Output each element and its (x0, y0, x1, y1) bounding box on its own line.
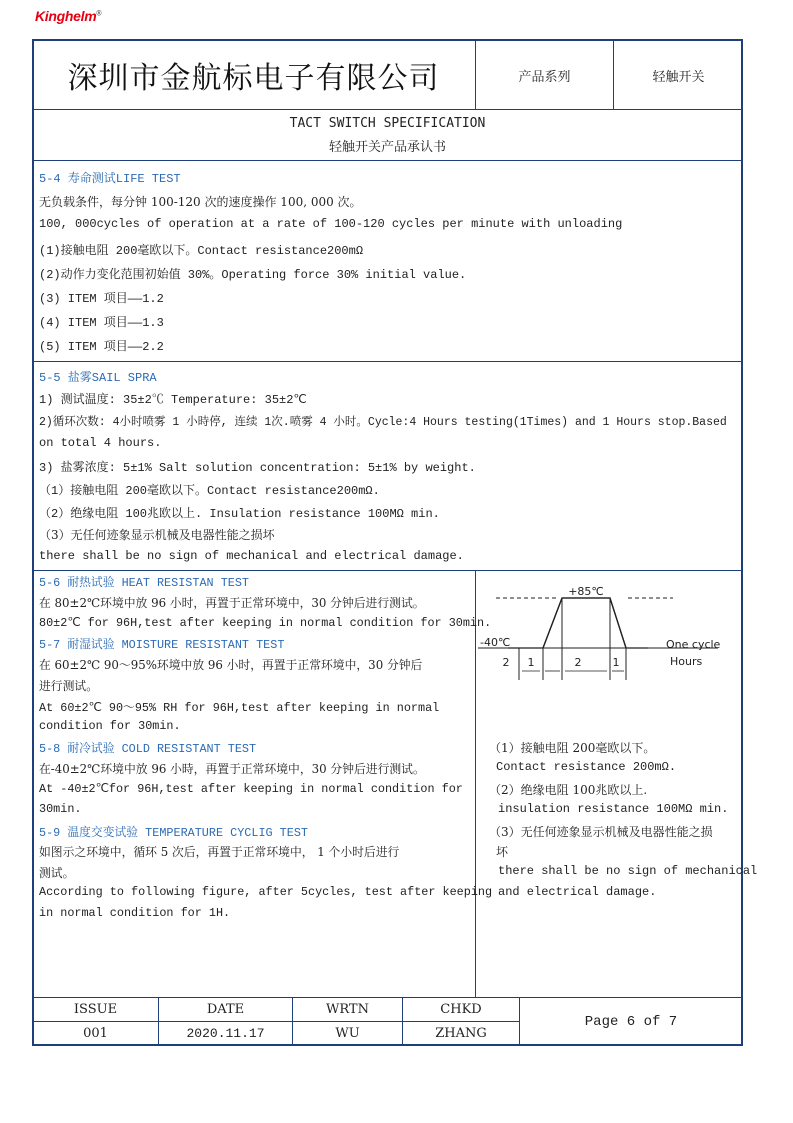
segment-label: 2 (502, 656, 510, 669)
footer-value-chkd: ZHANG (435, 1026, 487, 1041)
section-heading: 5-8 耐冷试验 COLD RESISTANT TEST (39, 742, 257, 757)
temperature-cycle-diagram (478, 578, 740, 693)
text-line: 100, 000cycles of operation at a rate of 100-120 cycles per minute with unloading (39, 217, 623, 231)
spec-title-en: TACT SWITCH SPECIFICATION (289, 116, 486, 131)
section-heading: 5-4 寿命测试LIFE TEST (39, 172, 181, 186)
text-line: 30min. (39, 801, 82, 816)
text-line: 1) 测试温度: 35±2℃ Temperature: 35±2℃ (39, 393, 307, 407)
section-rule (33, 570, 742, 571)
footer-value-date: 2020.11.17 (186, 1026, 265, 1041)
section-heading: 5-5 盐雾SAIL SPRA (39, 371, 157, 385)
text-line: 无负载条件，每分钟 100-120 次的速度操作 100, 000 次。 (39, 195, 362, 209)
segment-label: 2 (574, 656, 582, 669)
segment-label: 1 (612, 656, 620, 669)
text-line: on total 4 hours. (39, 436, 162, 450)
text-line: 如图示之环境中，循环 5 次后，再置于正常环境中， 1 个小时后进行 (39, 845, 400, 860)
text-line: According to following figure, after 5cycles, test after keeping (39, 885, 493, 899)
text-line: Contact resistance 200mΩ. (496, 760, 677, 774)
text-line: insulation resistance 100MΩ min. (498, 802, 729, 816)
high-temp-label: +85℃ (568, 585, 604, 598)
section-heading: 5-7 耐湿试验 MOISTURE RESISTANT TEST (39, 638, 285, 653)
segment-label: 1 (527, 656, 535, 669)
text-line: (3) ITEM 项目——1.2 (39, 292, 164, 306)
footer-header-wrtn: WRTN (326, 1002, 369, 1017)
text-line: there shall be no sign of mechanical (498, 864, 758, 878)
spec-title-cn: 轻触开关产品承认书 (328, 140, 446, 155)
low-temp-label: -40℃ (480, 636, 511, 649)
brand-name: Kinghelm (35, 8, 97, 24)
text-line: (4) ITEM 项目——1.3 (39, 316, 164, 330)
column-divider (475, 570, 476, 997)
footer-header-chkd: CHKD (440, 1002, 482, 1017)
text-line: （3）无任何迹象显示机械及电器性能之损坏 (39, 528, 275, 542)
footer-value-wrtn: WU (335, 1026, 360, 1041)
text-line: 测试。 (39, 866, 75, 881)
text-line: At 60±2℃ 90～95% RH for 96H,test after keeping in normal (39, 700, 440, 715)
page-number: Page 6 of 7 (584, 1013, 678, 1030)
text-line: 进行测试。 (39, 679, 98, 693)
registered-mark: ® (96, 10, 102, 18)
cycle-waveform-inner (543, 598, 626, 648)
text-line: in normal condition for 1H. (39, 905, 231, 920)
footer-header-date: DATE (206, 1002, 245, 1017)
brand-logo (35, 8, 101, 24)
footer-header-issue: ISSUE (73, 1002, 118, 1017)
cycle-label: One cycle (666, 638, 721, 651)
series-label: 产品系列 (518, 69, 571, 85)
series-value: 轻触开关 (652, 69, 705, 85)
footer-value-issue: 001 (83, 1026, 108, 1041)
title-bottom-rule (33, 160, 742, 161)
text-line: 80±2℃ for 96H,test after keeping in normal condition for 30min. (39, 615, 492, 630)
section-heading: 5-9 温度交变试验 TEMPERATURE CYCLIG TEST (39, 825, 309, 840)
text-line: （2）绝缘电阻 100兆欧以上. Insulation resistance 100MΩ min. (39, 507, 440, 521)
text-line: condition for 30min. (39, 718, 181, 733)
section-heading: 5-6 耐热试验 HEAT RESISTAN TEST (39, 576, 250, 590)
company-name: 深圳市金航标电子有限公司 (67, 61, 440, 96)
text-line: （1）接触电阻 200毫欧以下。 (489, 741, 656, 755)
text-line: (2)动作力变化范围初始值 30%。Operating force 30% initial value. (39, 268, 467, 282)
text-line: At -40±2℃for 96H,test after keeping in normal condition for (39, 782, 463, 796)
text-line: 在 60±2℃ 90～95%环境中放 96 小时，再置于正常环境中，30 分钟后 (39, 658, 423, 673)
text-line: (5) ITEM 项目——2.2 (39, 340, 164, 354)
text-line: 在 80±2℃环境中放 96 小时，再置于正常环境中，30 分钟后进行测试。 (39, 595, 425, 610)
text-line: 坏 (496, 845, 509, 859)
cycle-waveform (508, 598, 648, 648)
hours-label: Hours (670, 655, 703, 668)
header-bottom-rule (33, 109, 742, 110)
text-line: and electrical damage. (498, 885, 657, 899)
text-line: （3）无任何迹象显示机械及电器性能之损 (489, 825, 713, 839)
text-line: 3) 盐雾浓度: 5±1% Salt solution concentration: 5±1% by weight. (39, 461, 476, 475)
text-line: 2)循环次数: 4小时喷雾 1 小時停, 连续 1次.喷雾 4 小时。Cycle:4 Hours testing(1Times) and 1 Hours stop.Based (39, 416, 727, 429)
text-line: （1）接触电阻 200毫欧以下。Contact resistance200mΩ. (39, 484, 380, 498)
section-rule (33, 361, 742, 362)
text-line: there shall be no sign of mechanical and electrical damage. (39, 549, 464, 563)
text-line: （2）绝缘电阻 100兆欧以上. (489, 783, 648, 797)
text-line: (1)接触电阻 200毫欧以下。Contact resistance200mΩ (39, 244, 364, 258)
text-line: 在-40±2℃环境中放 96 小時，再置于正常环境中，30 分钟后进行测试。 (39, 762, 425, 777)
